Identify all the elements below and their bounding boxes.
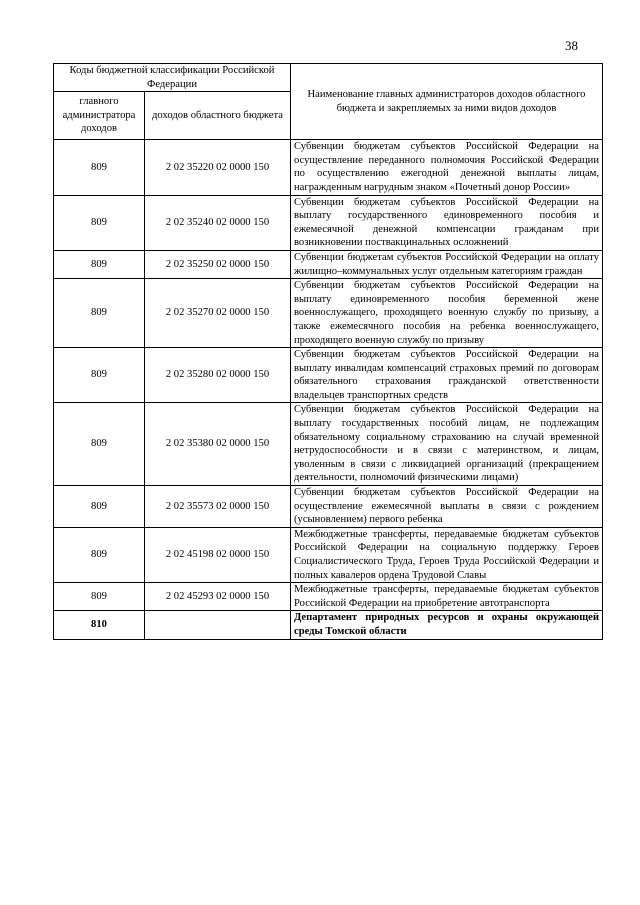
budget-classification-table [53, 63, 603, 640]
income-code-cell: 2 02 35573 02 0000 150 [145, 486, 291, 528]
income-code-cell [145, 611, 291, 639]
income-name-cell: Межбюджетные трансферты, передаваемые бюджетам субъектов Российской Федерации на приобретение автотранспорта [291, 583, 603, 611]
admin-code-cell: 809 [54, 403, 145, 486]
admin-code-cell: 809 [54, 348, 145, 403]
admin-code-cell: 809 [54, 583, 145, 611]
page-number: 38 [565, 38, 578, 53]
table-row [54, 611, 603, 639]
table-row [54, 279, 603, 348]
table-row [54, 583, 603, 611]
income-code-cell: 2 02 35240 02 0000 150 [145, 195, 291, 250]
admin-code-cell: 809 [54, 140, 145, 195]
table-row [54, 403, 603, 486]
admin-code-cell: 809 [54, 195, 145, 250]
admin-code-cell: 809 [54, 486, 145, 528]
header-code-column: доходов областного бюджета [145, 92, 291, 140]
income-code-cell: 2 02 45198 02 0000 150 [145, 527, 291, 582]
table-row [54, 140, 603, 195]
income-name-cell: Субвенции бюджетам субъектов Российской Федерации на осуществление переданного полномочия Российской Федерации по осуществлению ежегодной денежной выплаты лицам, награжденным нагрудным знаком «Почетный донор России» [291, 140, 603, 195]
income-code-cell: 2 02 35380 02 0000 150 [145, 403, 291, 486]
table-body [54, 140, 603, 639]
table-row [54, 348, 603, 403]
income-name-cell: Субвенции бюджетам субъектов Российской Федерации на выплату инвалидам компенсаций страховых премий по договорам обязательного страхования гражданской ответственности владельцев транспортных средств [291, 348, 603, 403]
table-row [54, 250, 603, 278]
header-group-title: Коды бюджетной классификации Российской Федерации [54, 64, 291, 92]
admin-code-cell: 810 [54, 611, 145, 639]
income-code-cell: 2 02 45293 02 0000 150 [145, 583, 291, 611]
income-name-cell: Субвенции бюджетам субъектов Российской Федерации на выплату государственного единовременного пособия и ежемесячной денежной компенсации гражданам при возникновении поствакцинальных осложнений [291, 195, 603, 250]
income-code-cell: 2 02 35280 02 0000 150 [145, 348, 291, 403]
header-name-column: Наименование главных администраторов доходов областного бюджета и закрепляемых за ними видов доходов [291, 64, 603, 140]
income-name-cell: Межбюджетные трансферты, передаваемые бюджетам субъектов Российской Федерации на социальную поддержку Героев Социалистического Труда, Героев Труда Российской Федерации и полных кавалеров ордена Трудовой Славы [291, 527, 603, 582]
income-code-cell: 2 02 35220 02 0000 150 [145, 140, 291, 195]
income-name-cell: Субвенции бюджетам субъектов Российской Федерации на оплату жилищно–коммунальных услуг отдельным категориям граждан [291, 250, 603, 278]
admin-code-cell: 809 [54, 527, 145, 582]
income-name-cell: Субвенции бюджетам субъектов Российской Федерации на осуществление ежемесячной выплаты в связи с рождением (усыновлением) первого ребенка [291, 486, 603, 528]
table-row [54, 195, 603, 250]
header-admin-column: главного администратора доходов [54, 92, 145, 140]
admin-code-cell: 809 [54, 279, 145, 348]
income-name-cell: Субвенции бюджетам субъектов Российской Федерации на выплату государственных пособий лицам, не подлежащим обязательному социальному страхованию на случай временной нетрудоспособности и в связи с материнством, и лицам, уволенным в связи с ликвидацией организаций (прекращением деятельности, полномочий физическими лицами) [291, 403, 603, 486]
income-code-cell: 2 02 35270 02 0000 150 [145, 279, 291, 348]
income-name-cell: Департамент природных ресурсов и охраны окружающей среды Томской области [291, 611, 603, 639]
income-code-cell: 2 02 35250 02 0000 150 [145, 250, 291, 278]
table-row [54, 486, 603, 528]
table-row [54, 527, 603, 582]
admin-code-cell: 809 [54, 250, 145, 278]
income-name-cell: Субвенции бюджетам субъектов Российской Федерации на выплату единовременного пособия беременной жене военнослужащего, проходящего военную службу по призыву, а также ежемесячного пособия на ребенка военнослужащего, проходящего военную службу по призыву [291, 279, 603, 348]
